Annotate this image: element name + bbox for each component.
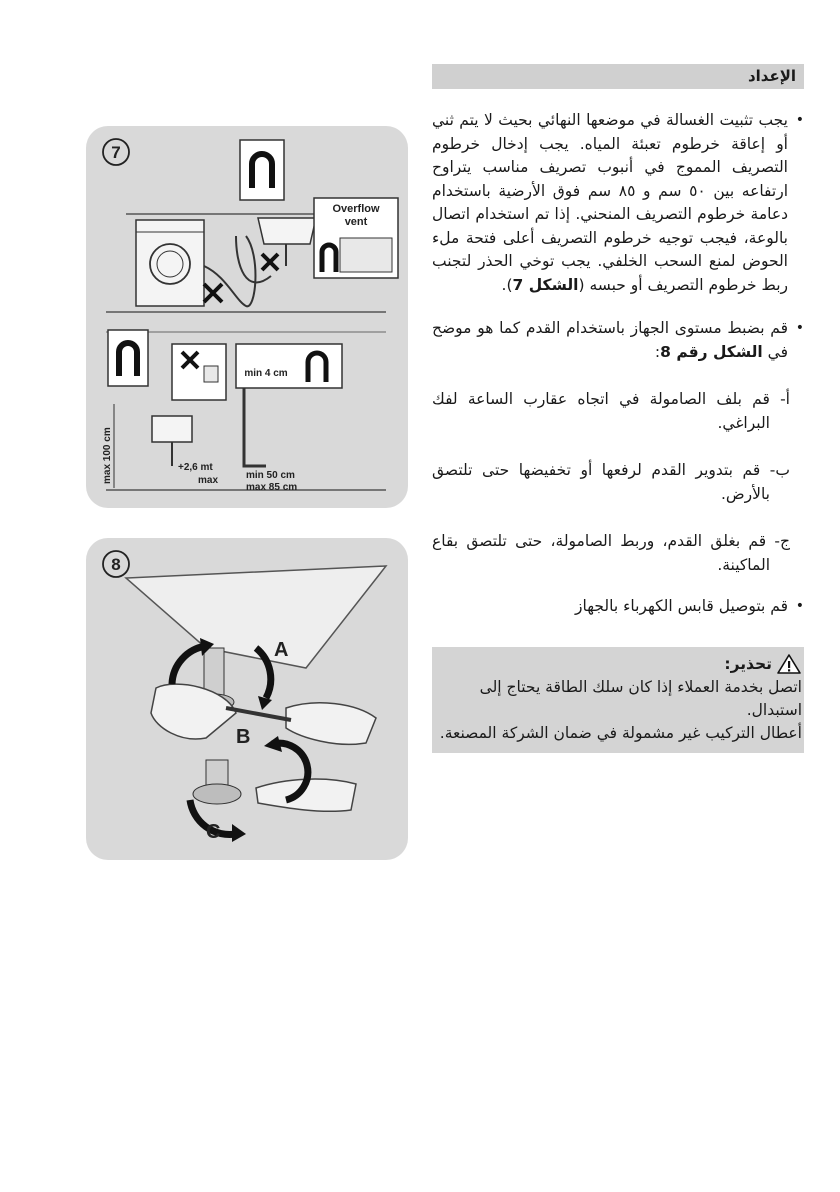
plus-max-label: max [198, 475, 219, 486]
warning-title: تحذير: [724, 654, 772, 673]
overflow-vent-label-1: Overflow [332, 203, 380, 215]
hose-hook-inset-top [240, 140, 284, 200]
label-a: A [274, 639, 289, 661]
figure-7-illustration [86, 126, 408, 508]
max-drain-label: max 85 cm [246, 482, 298, 493]
power-plug-text: قم بتوصيل قابس الكهرباء بالجهاز [575, 597, 788, 615]
washing-machine-drawing [136, 220, 204, 306]
warning-triangle-icon [776, 653, 802, 675]
hose-hook-inset-left [108, 330, 148, 386]
step-b: ب- قم بتدوير القدم لرفعها أو تخفيضها حتى تلتصق بالأرض. [432, 461, 790, 503]
section-title: الإعداد [432, 64, 804, 89]
warning-line-2: أعطال التركيب غير مشمولة في ضمان الشركة المصنعة. [439, 723, 802, 742]
plus-height-label: +2,6 mt [178, 462, 213, 473]
leveling-text: قم بضبط مستوى الجهاز باستخدام القدم كما هو موضح في [432, 319, 788, 361]
label-b: B [236, 726, 251, 748]
figure-8-illustration [86, 538, 408, 860]
figure-8-number-badge [103, 551, 129, 577]
overflow-vent-label-2: vent [344, 216, 368, 228]
figure-7-reference: الشكل 7 [512, 275, 579, 294]
figure-7-panel [86, 126, 408, 508]
figure-8-panel [86, 538, 408, 860]
min-height-label: min 4 cm [244, 368, 288, 379]
figure-8-number: 8 [111, 555, 121, 574]
power-plug-bullet [432, 595, 804, 619]
hose-hook-inset-right [236, 344, 342, 388]
figure-8-reference: الشكل رقم 8 [660, 342, 763, 361]
figure-7-number-badge [103, 139, 129, 165]
step-c: ج- قم بغلق القدم، وربط الصامولة، حتى تلتصق بقاع الماكينة. [432, 532, 790, 574]
warning-title-row [434, 653, 802, 676]
overflow-vent-inset [314, 198, 398, 278]
min-drain-label: min 50 cm [246, 470, 295, 481]
foot-bc-drawing [193, 760, 241, 804]
warning-box [432, 647, 804, 753]
label-c: C [206, 821, 221, 843]
install-position-text: يجب تثبيت الغسالة في موضعها النهائي بحيث لا يتم ثني أو إعاقة خرطوم تعبئة المياه. يجب إدخال خرطوم التصريف المموج في أنبوب تصريف مناسب يتراوح ارتفاعه بين ٥٠ سم و ٨٥ سم فوق الأرضية باستخدام دعامة خرطوم التصريف المنحني. إذا تم استخدام اتصال بالوعة، فيجب توجيه خرطوم التصريف أعلى فتحة ملء الحوض لمنع السحب الخلفي. يجب توخي الحذر لتجنب ربط خرطوم التصريف أو حبسه ( [432, 111, 788, 294]
max-height-label: max 100 cm [102, 427, 113, 484]
leveling-end: : [654, 342, 661, 361]
leveling-bullet [432, 317, 804, 364]
install-position-bullet [432, 109, 804, 297]
warning-line-1: اتصل بخدمة العملاء إذا كان سلك الطاقة يحتاج إلى استبدال. [479, 677, 802, 719]
sink-wrong-inset [172, 344, 226, 400]
content-column [432, 64, 804, 753]
install-position-end: ). [501, 275, 513, 294]
step-a: أ- قم بلف الصامولة في اتجاه عقارب الساعة لفك البراغي. [432, 390, 790, 432]
figure-7-number: 7 [111, 143, 121, 162]
